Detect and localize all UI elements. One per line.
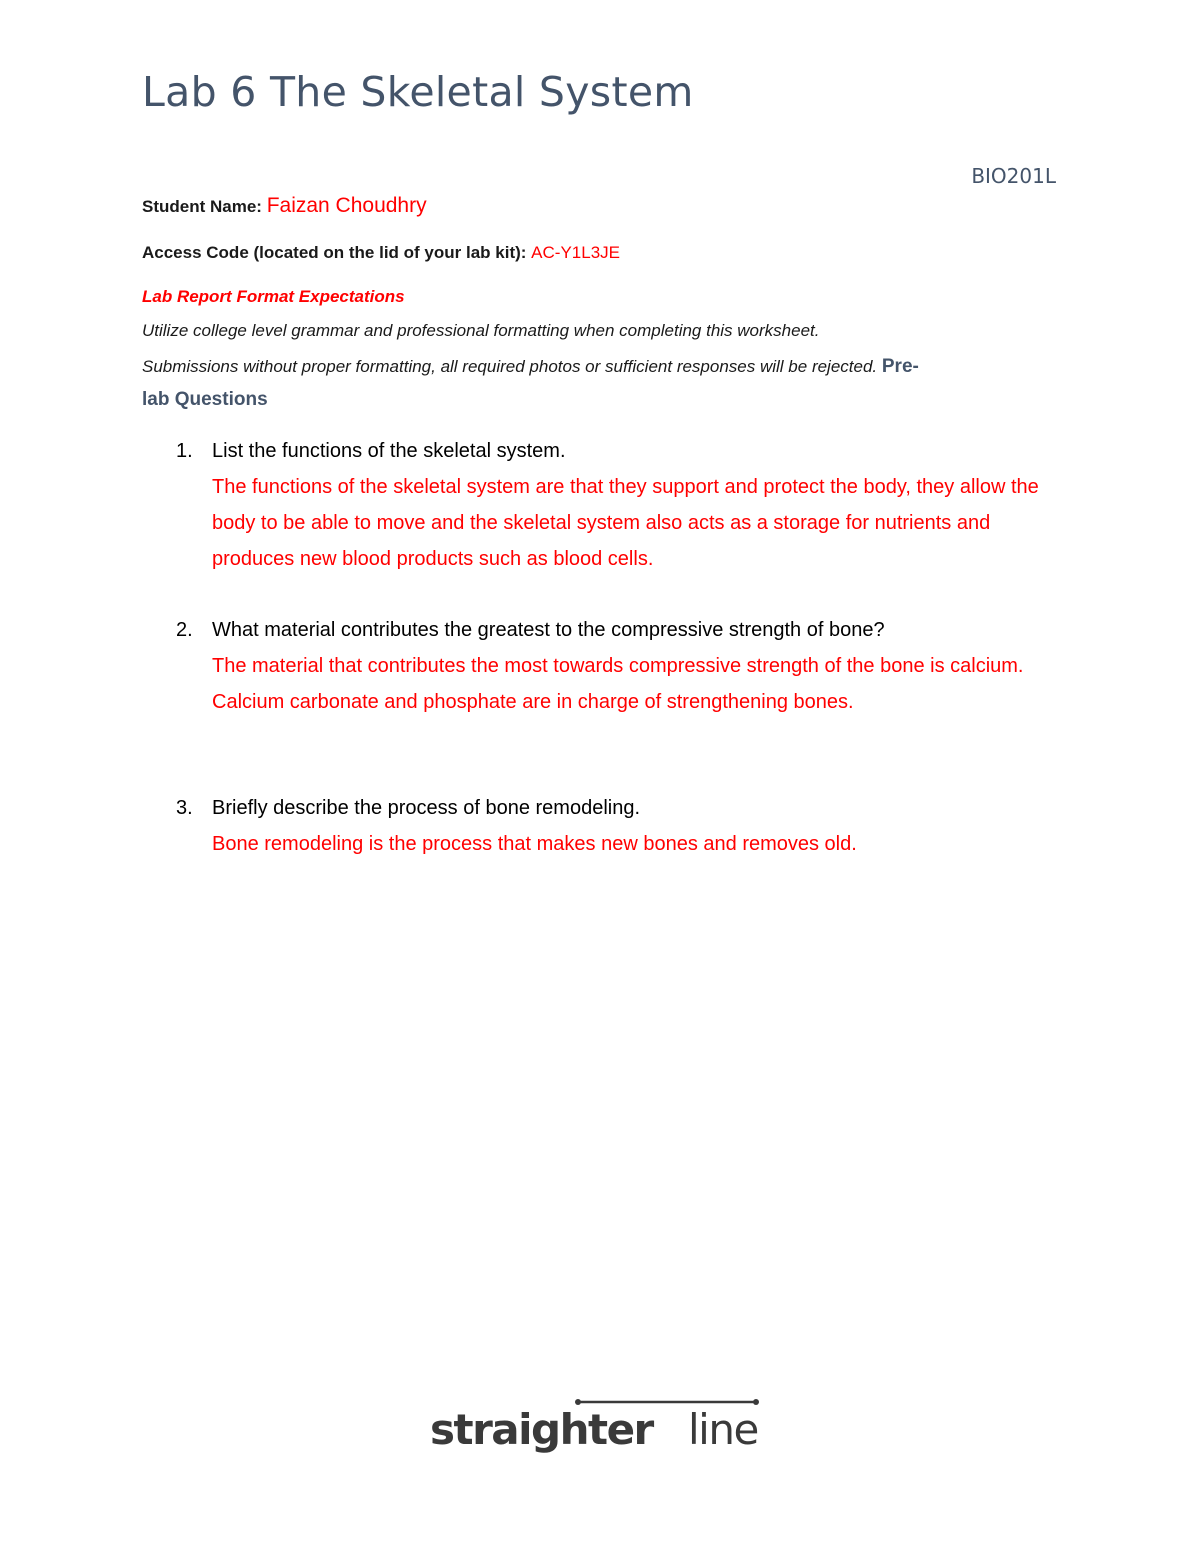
answer-text: Bone remodeling is the process that makes new bones and removes old.	[212, 833, 857, 855]
question-row	[176, 790, 1056, 826]
question-text: List the functions of the skeletal system.	[212, 440, 566, 462]
access-code-label: Access Code (located on the lid of your lab kit):	[142, 243, 532, 262]
question-row	[176, 433, 1056, 469]
question-text: Briefly describe the process of bone remodeling.	[212, 797, 641, 819]
logo-text-bold: straighter	[430, 1405, 653, 1454]
question-number: 1.	[176, 440, 193, 462]
prelab-heading-part-2: lab Questions	[142, 389, 268, 410]
access-code-row	[142, 243, 620, 263]
document-title: Lab 6 The Skeletal System	[142, 68, 694, 116]
course-code: BIO201L	[971, 164, 1056, 188]
student-name-label: Student Name:	[142, 197, 267, 216]
question-text: What material contributes the greatest to the compressive strength of bone?	[212, 619, 885, 641]
straighterline-logo	[430, 1394, 760, 1464]
logo-text-light: line	[688, 1405, 758, 1454]
student-name-value: Faizan Choudhry	[266, 194, 427, 217]
question-number: 3.	[176, 797, 193, 819]
format-line-2	[142, 356, 919, 378]
format-heading: Lab Report Format Expectations	[142, 287, 405, 306]
question-item	[176, 433, 1056, 577]
prelab-heading-part-1: Pre-	[881, 356, 919, 377]
straighterline-logo-graphic	[430, 1394, 760, 1464]
access-code-value: AC-Y1L3JE	[531, 243, 620, 262]
question-item	[176, 790, 1056, 862]
question-item	[176, 612, 1056, 720]
student-name-row	[142, 194, 427, 218]
answer-text: The functions of the skeletal system are that they support and protect the body, they allow the body to be able to move and the skeletal system also acts as a storage for nutrients and produces new blood products such as blood cells.	[212, 476, 1039, 570]
format-line-1: Utilize college level grammar and professional formatting when completing this worksheet.	[142, 321, 820, 340]
answer-text: The material that contributes the most towards compressive strength of the bone is calcium. Calcium carbonate and phosphate are in charge of strengthening bones.	[212, 655, 1024, 713]
question-row	[176, 612, 1056, 648]
question-number: 2.	[176, 619, 193, 641]
format-line-2-text: Submissions without proper formatting, all required photos or sufficient responses will be rejected.	[142, 357, 882, 376]
